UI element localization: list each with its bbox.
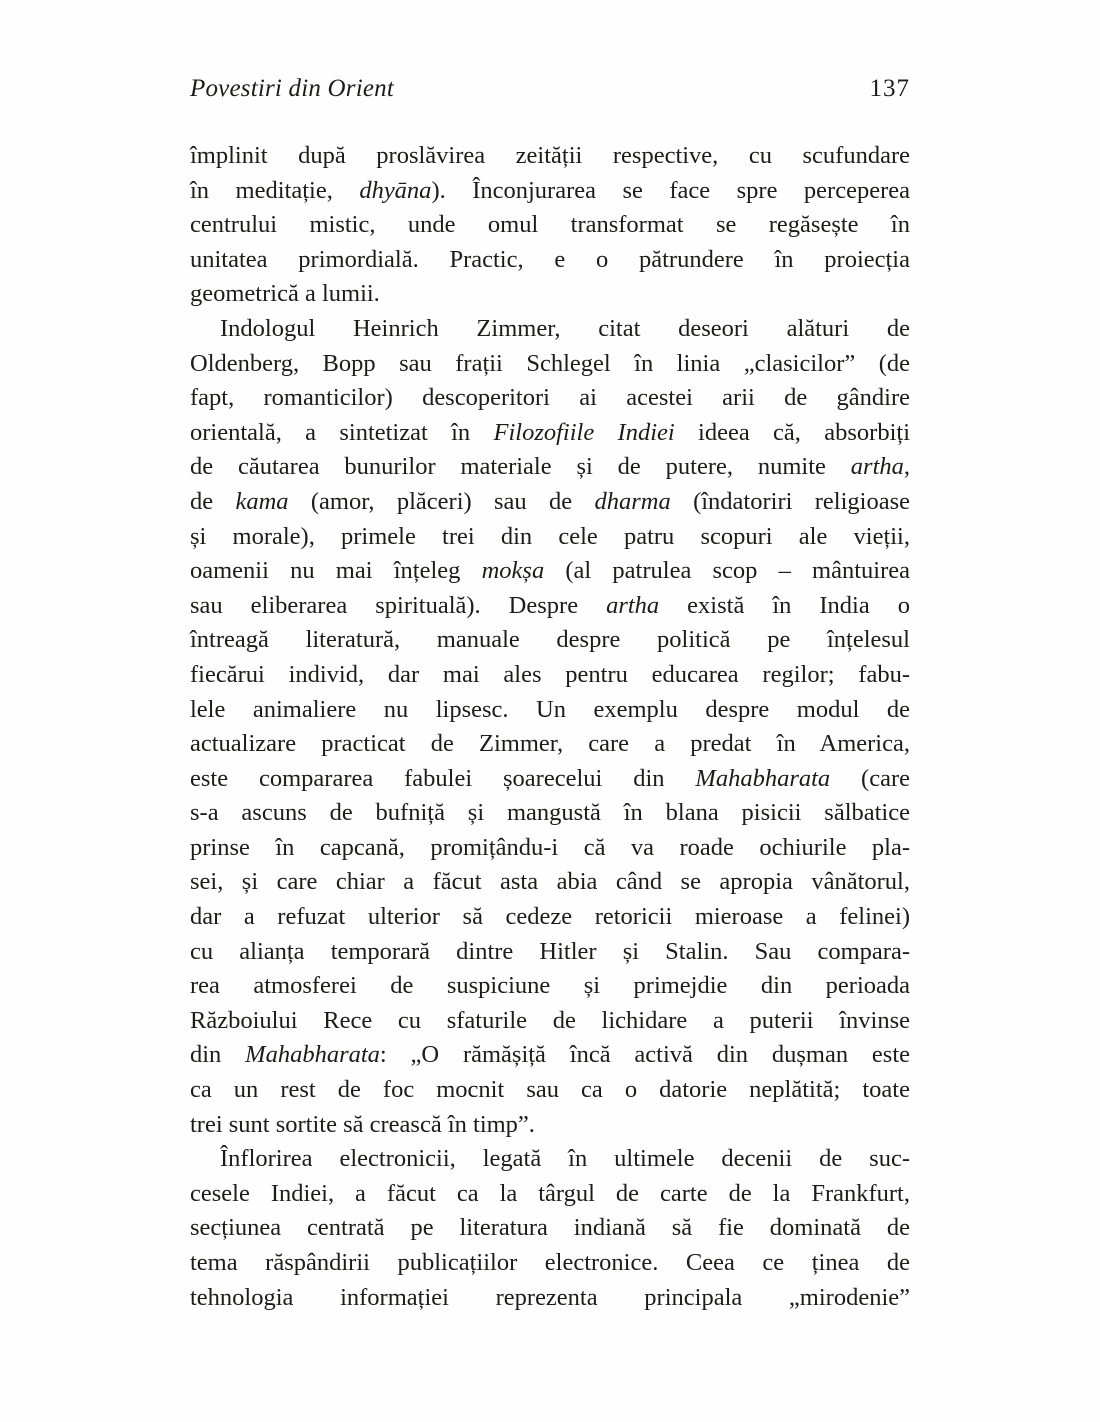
text-line: geometrică a lumii. bbox=[190, 280, 380, 308]
running-title: Povestiri din Orient bbox=[190, 75, 394, 102]
text-line: centrului mistic, unde omul transformat se regăsește în bbox=[190, 211, 910, 239]
text-line: este compararea fabulei șoarecelui din Mahabharata (care bbox=[190, 764, 911, 792]
text-line: de kama (amor, plăceri) sau de dharma (îndatoriri religioase bbox=[190, 487, 910, 515]
text-line: Indologul Heinrich Zimmer, citat deseori alături de bbox=[220, 314, 910, 342]
text-line: actualizare practicat de Zimmer, care a predat în America, bbox=[190, 730, 910, 758]
text-line: de căutarea bunurilor materiale și de putere, numite artha, bbox=[190, 453, 910, 481]
text-line: și morale), primele trei din cele patru scopuri ale vieții, bbox=[190, 522, 910, 550]
text-line: Războiului Rece cu sfaturile de lichidare a puterii învinse bbox=[190, 1006, 910, 1034]
text-line: în meditație, dhyāna). Înconjurarea se face spre perceperea bbox=[190, 176, 910, 204]
text-line: sei, și care chiar a făcut asta abia când se apropia vânătorul, bbox=[190, 868, 910, 896]
text-block bbox=[190, 139, 910, 1315]
text-line: s-a ascuns de bufniță și mangustă în blana pisicii sălbatice bbox=[190, 799, 910, 827]
text-line: Oldenberg, Bopp sau frații Schlegel în linia „clasicilor” (de bbox=[190, 349, 910, 377]
text-line: oamenii nu mai înțeleg mokșa (al patrulea scop – mântuirea bbox=[190, 557, 910, 585]
text-line: fiecărui individ, dar mai ales pentru educarea regilor; fabu- bbox=[190, 660, 910, 688]
text-line: unitatea primordială. Practic, e o pătrundere în proiecția bbox=[190, 245, 910, 273]
text-line: împlinit după proslăvirea zeității respective, cu scufundare bbox=[190, 142, 910, 169]
text-line: cu alianța temporară dintre Hitler și Stalin. Sau compara- bbox=[190, 937, 910, 965]
text-line: prinse în capcană, promițându-i că va roade ochiurile pla- bbox=[190, 833, 910, 861]
text-line: trei sunt sortite să crească în timp”. bbox=[190, 1110, 535, 1138]
text-line: din Mahabharata: „O rămășiță încă activă din dușman este bbox=[190, 1041, 911, 1069]
page-number: 137 bbox=[869, 75, 910, 102]
text-line: dar a refuzat ulterior să cedeze retoricii mieroase a felinei) bbox=[190, 903, 910, 931]
text-line: tema răspândirii publicațiilor electronice. Ceea ce ținea de bbox=[190, 1249, 910, 1276]
text-line: sau eliberarea spirituală). Despre artha există în India o bbox=[190, 591, 910, 619]
text-line: fapt, romanticilor) descoperitori ai acestei arii de gândire bbox=[190, 384, 910, 412]
text-line: lele animaliere nu lipsesc. Un exemplu despre modul de bbox=[190, 695, 910, 723]
text-line: secțiunea centrată pe literatura indiană să fie dominată de bbox=[190, 1214, 910, 1242]
text-line: tehnologia informației reprezenta principala „mirodenie” bbox=[190, 1283, 910, 1311]
text-line: rea atmosferei de suspiciune și primejdie din perioada bbox=[190, 972, 910, 1000]
running-header bbox=[190, 74, 910, 104]
text-line: orientală, a sintetizat în Filozofiile Indiei ideea că, absorbiți bbox=[190, 418, 910, 446]
text-line: ca un rest de foc mocnit sau ca o datorie neplătită; toate bbox=[190, 1076, 910, 1104]
text-line: Înflorirea electronicii, legată în ultimele decenii de suc- bbox=[220, 1145, 910, 1173]
text-line: cesele Indiei, a făcut ca la târgul de carte de la Frankfurt, bbox=[190, 1179, 910, 1207]
text-line: întreagă literatură, manuale despre politică pe înțelesul bbox=[190, 626, 910, 654]
